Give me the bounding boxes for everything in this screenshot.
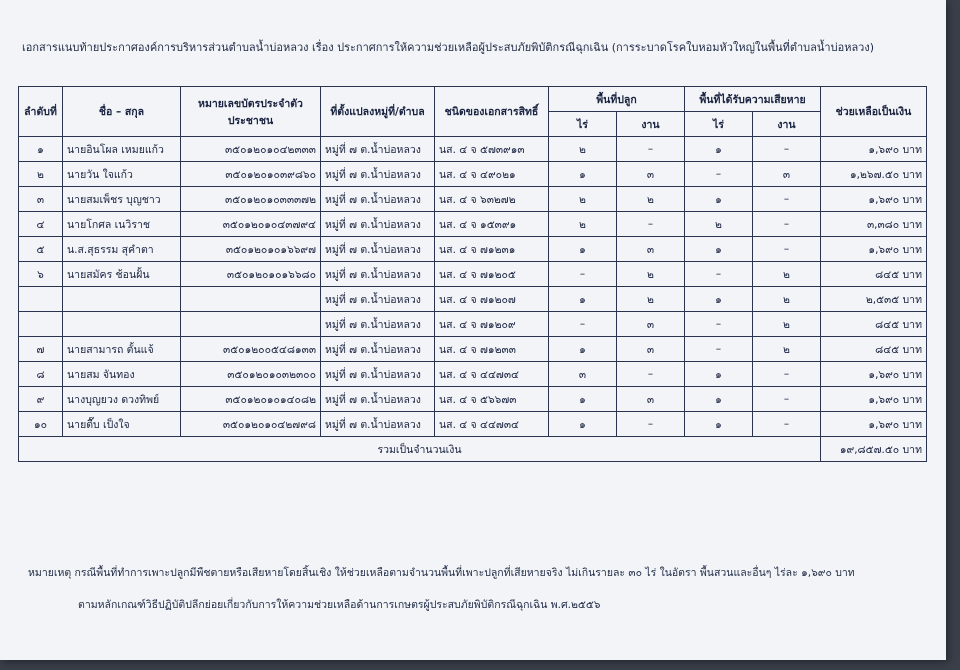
cell-doc: นส. ๔ จ ๔๙๐๒๑	[435, 162, 549, 187]
cell-d-rai: ๒	[685, 212, 753, 237]
cell-loc: หมู่ที่ ๗ ต.น้ำบ่อหลวง	[321, 262, 435, 287]
cell-d-rai: –	[685, 162, 753, 187]
cell-p-rai: –	[549, 262, 617, 287]
table-row	[19, 212, 927, 237]
cell-name: นางบุญยวง ดวงทิพย์	[63, 387, 181, 412]
cell-no: ๑๐	[19, 412, 63, 437]
cell-aid: ๑,๖๙๐ บาท	[821, 137, 927, 162]
cell-d-rai: –	[685, 312, 753, 337]
cell-name: น.ส.สุธรรม สุคำตา	[63, 237, 181, 262]
cell-aid: ๒,๕๓๕ บาท	[821, 287, 927, 312]
cell-d-ngan: –	[753, 387, 821, 412]
header-damaged-ngan: งาน	[753, 112, 821, 137]
header-planted-rai: ไร่	[549, 112, 617, 137]
cell-aid: ๑,๒๖๗.๕๐ บาท	[821, 162, 927, 187]
cell-name	[63, 312, 181, 337]
cell-name: นายตื๊บ เป็งใจ	[63, 412, 181, 437]
aid-table	[18, 86, 927, 462]
cell-doc: นส. ๔ จ ๔๔๗๓๔	[435, 412, 549, 437]
cell-p-rai: ๑	[549, 412, 617, 437]
cell-id: ๓๕๐๑๒๐๑๐๓๓๓๗๒	[181, 187, 321, 212]
total-row	[19, 437, 927, 462]
cell-p-ngan: –	[617, 137, 685, 162]
cell-p-rai: ๑	[549, 162, 617, 187]
cell-d-ngan: –	[753, 237, 821, 262]
cell-no	[19, 287, 63, 312]
cell-name: นายสมเพ็ชร บุญชาว	[63, 187, 181, 212]
note-line-1: หมายเหตุ กรณีพื้นที่ทำการเพาะปลูกมีพืชตายหรือเสียหายโดยสิ้นเชิง ให้ช่วยเหลือตามจำนวนพื้นที่เพาะปลูกที่เสียหายจริง ไม่เกินรายละ ๓๐ ไร่ ในอัตรา พื้นสวนและอื่นๆ ไร่ละ ๑,๖๙๐ บาท	[28, 567, 855, 579]
cell-d-ngan: ๒	[753, 287, 821, 312]
cell-d-rai: ๑	[685, 362, 753, 387]
cell-doc: นส. ๔ จ ๗๑๒๐๙	[435, 312, 549, 337]
cell-name: นายอินโผล เหมยแก้ว	[63, 137, 181, 162]
cell-aid: ๑,๖๙๐ บาท	[821, 362, 927, 387]
cell-id: ๓๕๐๑๒๐๑๐๑๖๖๙๗	[181, 237, 321, 262]
table-row	[19, 412, 927, 437]
cell-no: ๔	[19, 212, 63, 237]
cell-loc: หมู่ที่ ๗ ต.น้ำบ่อหลวง	[321, 187, 435, 212]
cell-doc: นส. ๔ จ ๗๑๒๐๕	[435, 262, 549, 287]
cell-d-rai: ๑	[685, 237, 753, 262]
cell-doc: นส. ๔ จ ๗๑๒๓๓	[435, 337, 549, 362]
cell-d-ngan: ๒	[753, 262, 821, 287]
cell-p-ngan: ๓	[617, 162, 685, 187]
table-row	[19, 137, 927, 162]
table-row	[19, 237, 927, 262]
note-line-2: ตามหลักเกณฑ์วิธีปฏิบัติปลีกย่อยเกี่ยวกับการให้ความช่วยเหลือด้านการเกษตรผู้ประสบภัยพิบัติกรณีฉุกเฉิน พ.ศ.๒๕๕๖	[78, 599, 601, 611]
cell-aid: ๑,๖๙๐ บาท	[821, 237, 927, 262]
cell-d-ngan: –	[753, 187, 821, 212]
cell-p-ngan: ๒	[617, 262, 685, 287]
cell-p-ngan: ๒	[617, 187, 685, 212]
cell-no	[19, 312, 63, 337]
table-row	[19, 187, 927, 212]
table-body	[19, 137, 927, 437]
table-row	[19, 312, 927, 337]
cell-name: นายโกศล เนวิราช	[63, 212, 181, 237]
header-name: ชื่อ – สกุล	[63, 87, 181, 137]
cell-aid: ๑,๖๙๐ บาท	[821, 187, 927, 212]
cell-name: นายสามารถ ตั้นแจ้	[63, 337, 181, 362]
cell-doc: นส. ๔ จ ๖๓๒๗๒	[435, 187, 549, 212]
cell-p-ngan: –	[617, 212, 685, 237]
cell-id: ๓๕๐๑๒๐๑๐๑๔๐๘๒	[181, 387, 321, 412]
table-row	[19, 387, 927, 412]
cell-aid: ๘๔๕ บาท	[821, 312, 927, 337]
header-aid: ช่วยเหลือเป็นเงิน	[821, 87, 927, 137]
cell-p-rai: ๑	[549, 287, 617, 312]
header-damaged-rai: ไร่	[685, 112, 753, 137]
cell-aid: ๘๔๕ บาท	[821, 262, 927, 287]
cell-name: นายสมัคร ช้อนฝั้น	[63, 262, 181, 287]
cell-doc: นส. ๔ จ ๕๗๓๙๑๓	[435, 137, 549, 162]
header-planted-ngan: งาน	[617, 112, 685, 137]
cell-no: ๗	[19, 337, 63, 362]
cell-id: ๓๕๐๑๒๐๐๕๔๘๑๓๓	[181, 337, 321, 362]
header-damaged: พื้นที่ได้รับความเสียหาย	[685, 87, 821, 112]
cell-d-rai: –	[685, 262, 753, 287]
cell-loc: หมู่ที่ ๗ ต.น้ำบ่อหลวง	[321, 387, 435, 412]
cell-loc: หมู่ที่ ๗ ต.น้ำบ่อหลวง	[321, 362, 435, 387]
cell-p-rai: ๓	[549, 362, 617, 387]
cell-d-rai: –	[685, 337, 753, 362]
cell-no: ๓	[19, 187, 63, 212]
cell-loc: หมู่ที่ ๗ ต.น้ำบ่อหลวง	[321, 212, 435, 237]
table-row	[19, 262, 927, 287]
cell-p-ngan: ๓	[617, 337, 685, 362]
cell-d-ngan: ๓	[753, 162, 821, 187]
header-no: ลำดับที่	[19, 87, 63, 137]
cell-no: ๙	[19, 387, 63, 412]
cell-d-ngan: –	[753, 212, 821, 237]
cell-d-rai: ๑	[685, 387, 753, 412]
cell-doc: นส. ๔ จ ๗๑๒๐๗	[435, 287, 549, 312]
cell-d-ngan: –	[753, 137, 821, 162]
table-row	[19, 362, 927, 387]
cell-loc: หมู่ที่ ๗ ต.น้ำบ่อหลวง	[321, 287, 435, 312]
cell-no: ๑	[19, 137, 63, 162]
cell-d-rai: ๑	[685, 187, 753, 212]
cell-loc: หมู่ที่ ๗ ต.น้ำบ่อหลวง	[321, 337, 435, 362]
header-planted: พื้นที่ปลูก	[549, 87, 685, 112]
cell-p-ngan: ๒	[617, 287, 685, 312]
cell-p-rai: –	[549, 312, 617, 337]
cell-loc: หมู่ที่ ๗ ต.น้ำบ่อหลวง	[321, 237, 435, 262]
cell-id: ๓๕๐๑๒๐๑๐๑๖๖๘๐	[181, 262, 321, 287]
cell-name: นายวัน ใจแก้ว	[63, 162, 181, 187]
cell-p-rai: ๑	[549, 237, 617, 262]
cell-d-ngan: –	[753, 412, 821, 437]
cell-p-ngan: –	[617, 412, 685, 437]
cell-p-ngan: –	[617, 362, 685, 387]
cell-p-rai: ๑	[549, 337, 617, 362]
cell-no: ๕	[19, 237, 63, 262]
cell-id	[181, 287, 321, 312]
cell-loc: หมู่ที่ ๗ ต.น้ำบ่อหลวง	[321, 162, 435, 187]
cell-p-rai: ๒	[549, 212, 617, 237]
total-value: ๑๙,๘๕๗.๕๐ บาท	[821, 437, 927, 462]
cell-d-rai: ๑	[685, 137, 753, 162]
cell-name: นายสม จันทอง	[63, 362, 181, 387]
cell-doc: นส. ๔ จ ๔๔๗๓๔	[435, 362, 549, 387]
cell-aid: ๑,๖๙๐ บาท	[821, 412, 927, 437]
cell-loc: หมู่ที่ ๗ ต.น้ำบ่อหลวง	[321, 137, 435, 162]
cell-id: ๓๕๐๑๒๐๑๐๔๒๓๓๓	[181, 137, 321, 162]
cell-id: ๓๕๐๑๒๐๑๐๔๓๗๙๔	[181, 212, 321, 237]
total-label: รวมเป็นจำนวนเงิน	[19, 437, 821, 462]
cell-d-rai: ๑	[685, 287, 753, 312]
cell-id: ๓๕๐๑๒๐๑๐๔๒๗๙๘	[181, 412, 321, 437]
cell-d-rai: ๑	[685, 412, 753, 437]
cell-p-rai: ๑	[549, 387, 617, 412]
table-row	[19, 337, 927, 362]
cell-no: ๖	[19, 262, 63, 287]
cell-p-rai: ๒	[549, 187, 617, 212]
cell-p-rai: ๒	[549, 137, 617, 162]
cell-no: ๘	[19, 362, 63, 387]
cell-loc: หมู่ที่ ๗ ต.น้ำบ่อหลวง	[321, 412, 435, 437]
cell-d-ngan: ๒	[753, 312, 821, 337]
header-doc-type: ชนิดของเอกสารสิทธิ์	[435, 87, 549, 137]
table-row	[19, 287, 927, 312]
cell-name	[63, 287, 181, 312]
cell-d-ngan: –	[753, 362, 821, 387]
cell-p-ngan: ๓	[617, 237, 685, 262]
cell-id: ๓๕๐๑๒๐๑๐๓๒๓๐๐	[181, 362, 321, 387]
cell-loc: หมู่ที่ ๗ ต.น้ำบ่อหลวง	[321, 312, 435, 337]
cell-p-ngan: ๓	[617, 312, 685, 337]
header-location: ที่ตั้งแปลงหมู่ที่/ตำบล	[321, 87, 435, 137]
cell-id	[181, 312, 321, 337]
cell-aid: ๘๔๕ บาท	[821, 337, 927, 362]
cell-doc: นส. ๔ จ ๑๕๓๙๑	[435, 212, 549, 237]
cell-doc: นส. ๔ จ ๗๑๒๓๑	[435, 237, 549, 262]
header-id-card: หมายเลขบัตรประจำตัวประชาชน	[181, 87, 321, 137]
cell-no: ๒	[19, 162, 63, 187]
cell-aid: ๑,๖๙๐ บาท	[821, 387, 927, 412]
cell-p-ngan: ๓	[617, 387, 685, 412]
table-row	[19, 162, 927, 187]
cell-d-ngan: ๒	[753, 337, 821, 362]
document-title: เอกสารแนบท้ายประกาศองค์การบริหารส่วนตำบลน้ำบ่อหลวง เรื่อง ประกาศการให้ความช่วยเหลือผู้ประสบภัยพิบัติกรณีฉุกเฉิน (การระบาดโรคใบหอมหัวใหญ่ในพื้นที่ตำบลน้ำบ่อหลวง)	[22, 41, 875, 54]
cell-doc: นส. ๔ จ ๕๖๖๗๓	[435, 387, 549, 412]
cell-aid: ๓,๓๘๐ บาท	[821, 212, 927, 237]
cell-id: ๓๕๐๑๒๐๑๐๓๙๘๖๐	[181, 162, 321, 187]
